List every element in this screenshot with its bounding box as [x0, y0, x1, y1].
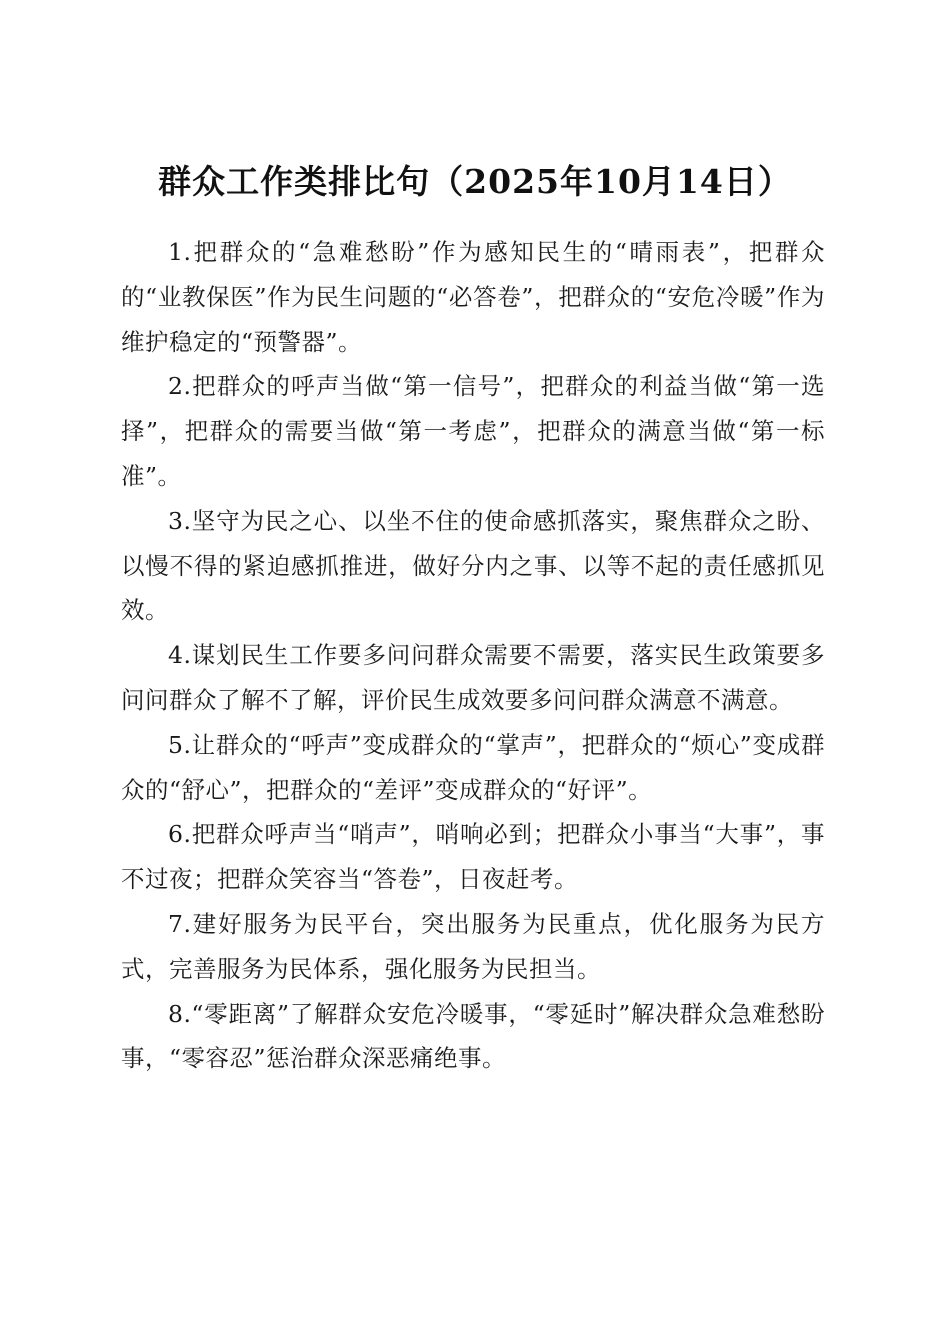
paragraph-2: 2.把群众的呼声当做“第一信号”，把群众的利益当做“第一选择”，把群众的需要当做“第一考虑”，把群众的满意当做“第一标准”。 — [121, 372, 825, 490]
document-body — [121, 230, 825, 1081]
paragraph-3: 3.坚守为民之心、以坐不住的使命感抓落实，聚焦群众之盼、以慢不得的紧迫感抓推进，做好分内之事、以等不起的责任感抓见效。 — [121, 506, 825, 625]
paragraph-5: 5.让群众的“呼声”变成群众的“掌声”，把群众的“烦心”变成群众的“舒心”，把群众的“差评”变成群众的“好评”。 — [121, 730, 825, 804]
paragraph-4: 4.谋划民生工作要多问问群众需要不需要，落实民生政策要多问问群众了解不了解，评价民生成效要多问问群众满意不满意。 — [121, 641, 825, 714]
paragraph-7: 7.建好服务为民平台，突出服务为民重点，优化服务为民方式，完善服务为民体系，强化服务为民担当。 — [121, 909, 825, 983]
document-title: 群众工作类排比句（2025年10月14日） — [158, 162, 792, 202]
paragraph-1: 1.把群众的“急难愁盼”作为感知民生的“晴雨表”，把群众的“业教保医”作为民生问题的“必答卷”，把群众的“安危冷暖”作为维护稳定的“预警器”。 — [121, 238, 825, 356]
paragraph-6: 6.把群众呼声当“哨声”，哨响必到；把群众小事当“大事”，事不过夜；把群众笑容当“答卷”，日夜赶考。 — [121, 820, 825, 894]
paragraph-8: 8.“零距离”了解群众安危冷暖事，“零延时”解决群众急难愁盼事，“零容忍”惩治群众深恶痛绝事。 — [121, 999, 825, 1073]
